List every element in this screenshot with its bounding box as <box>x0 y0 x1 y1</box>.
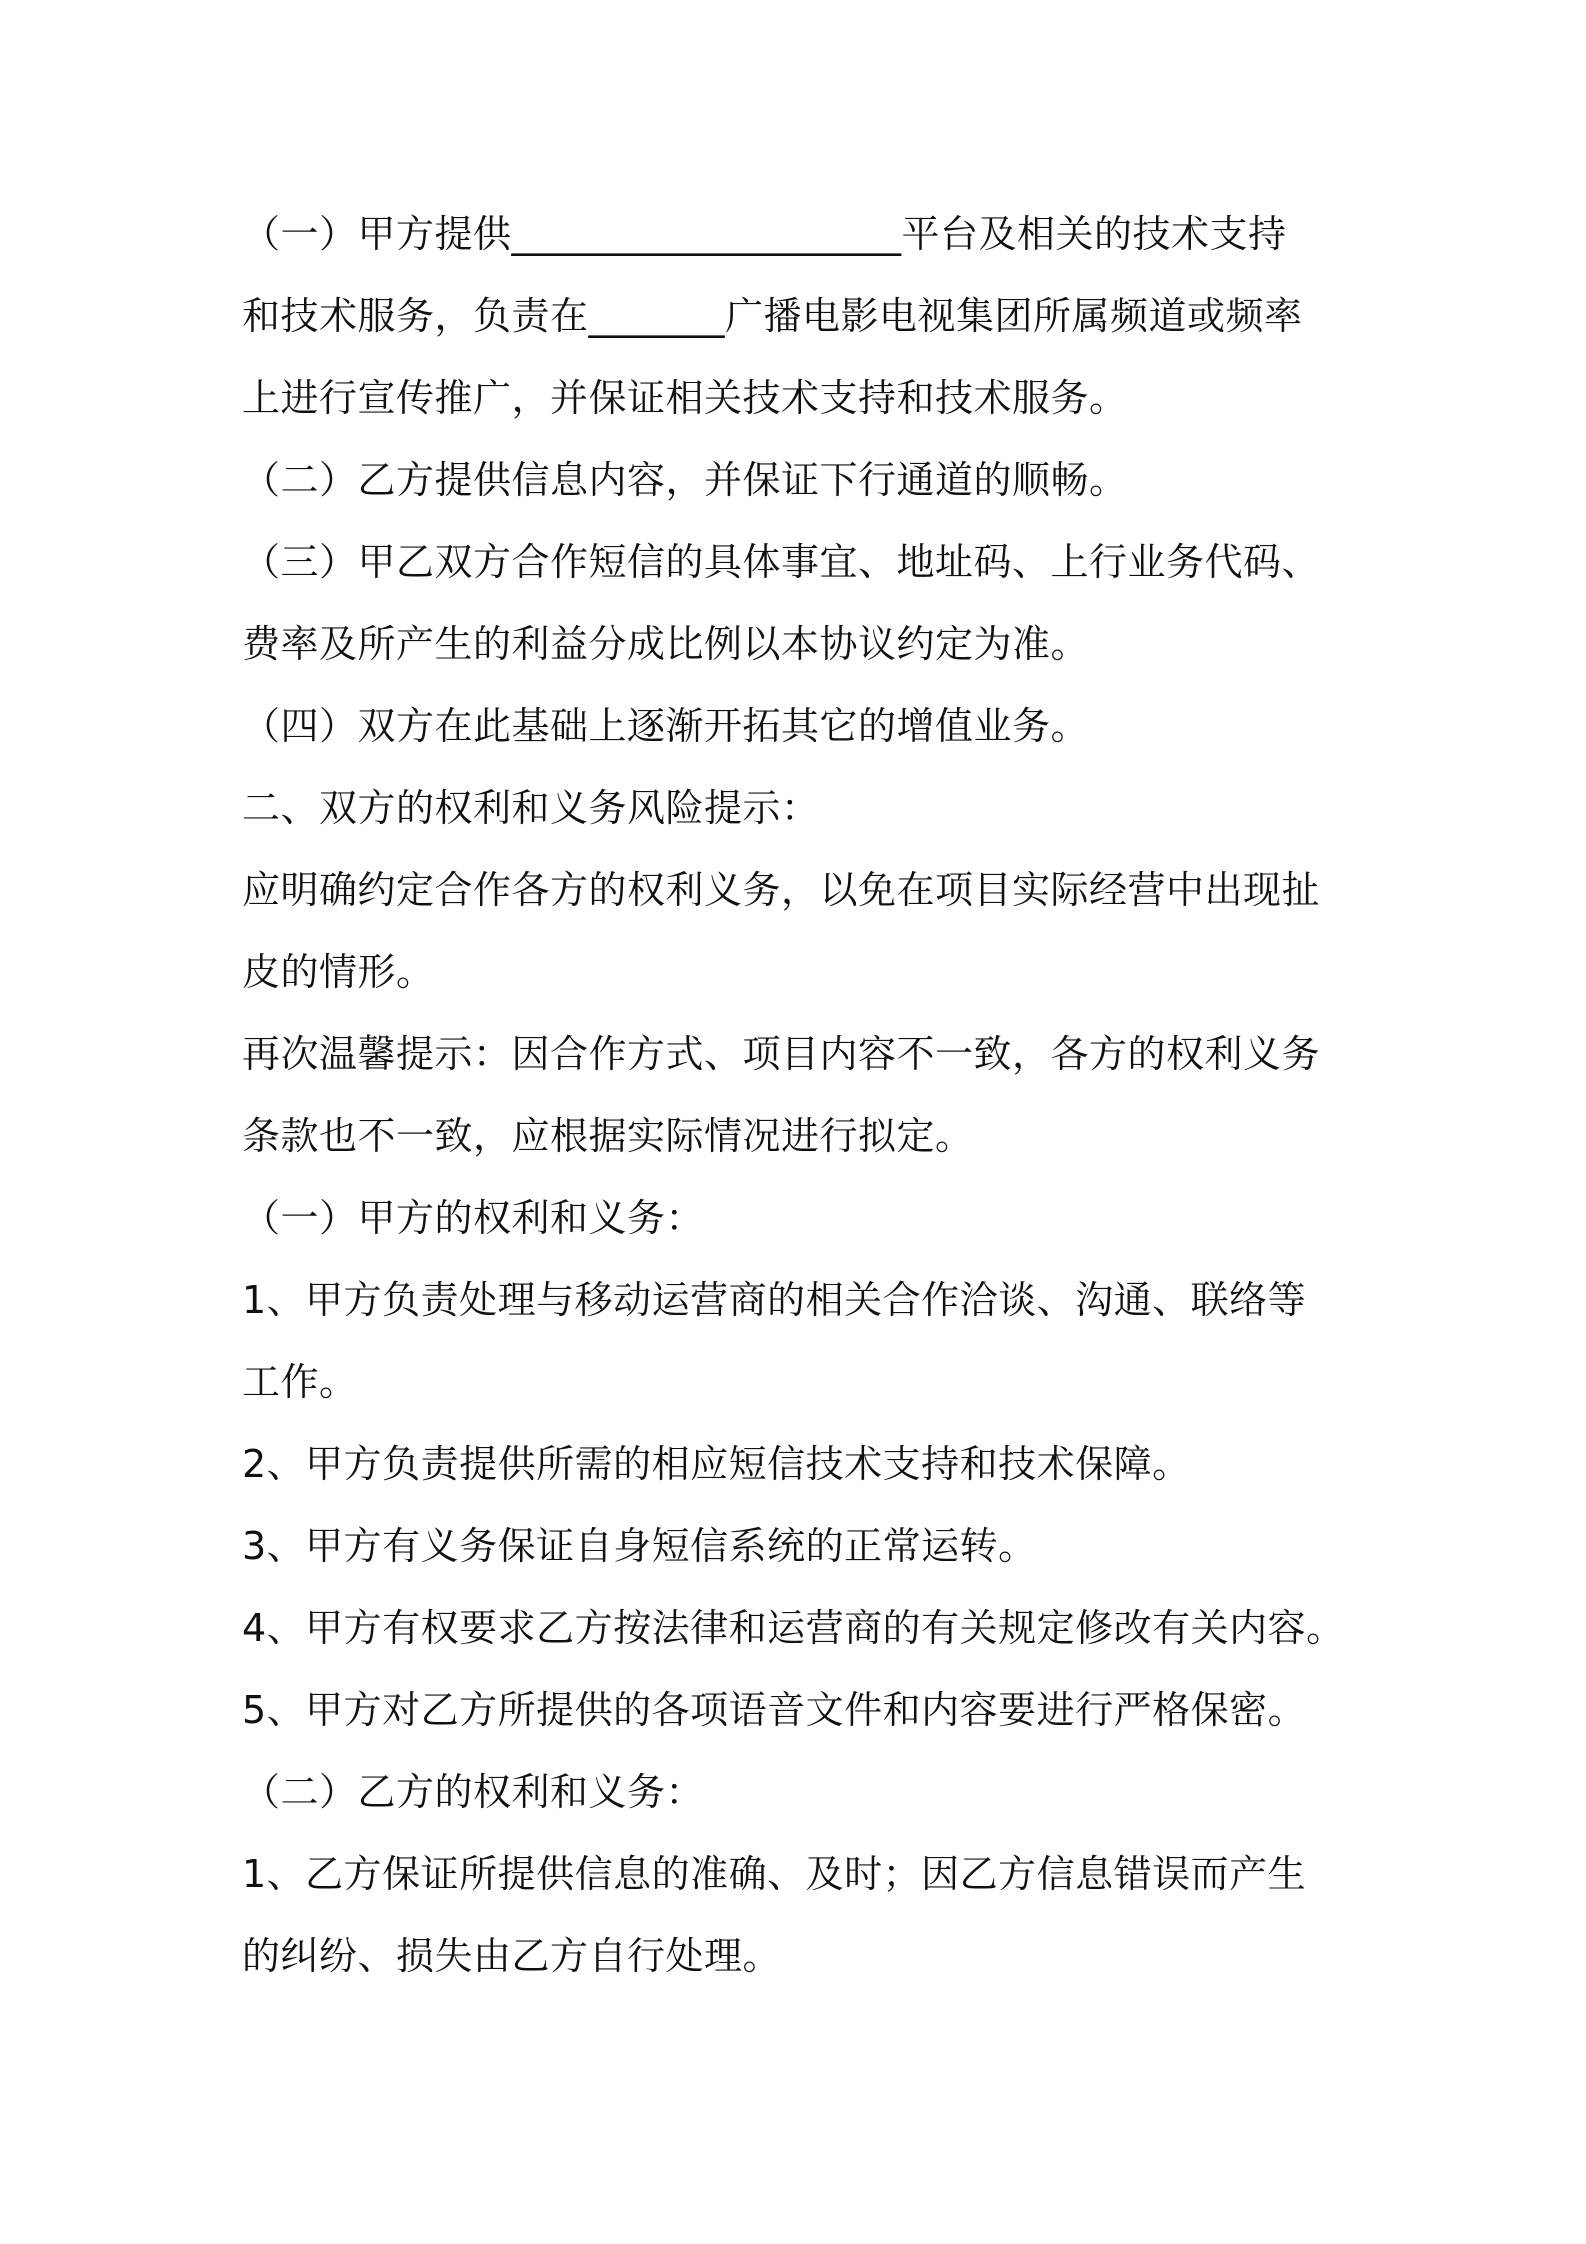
text-line: （三）甲乙双方合作短信的具体事宜、地址码、上行业务代码、 <box>242 540 1321 584</box>
text-line: 4、甲方有权要求乙方按法律和运营商的有关规定修改有关内容。 <box>242 1606 1345 1650</box>
text-line: 再次温馨提示：因合作方式、项目内容不一致，各方的权利义务 <box>242 1032 1321 1076</box>
text-line: 1、乙方保证所提供信息的准确、及时；因乙方信息错误而产生 <box>242 1852 1307 1896</box>
section-heading: 二、双方的权利和义务风险提示： <box>242 786 820 830</box>
text-line: 的纠纷、损失由乙方自行处理。 <box>242 1934 782 1978</box>
text-line: 2、甲方负责提供所需的相应短信技术支持和技术保障。 <box>242 1442 1191 1486</box>
text-line: 应明确约定合作各方的权利义务，以免在项目实际经营中出现扯 <box>242 868 1321 912</box>
text-line: 上进行宣传推广，并保证相关技术支持和技术服务。 <box>242 376 1128 420</box>
text-line: 工作。 <box>242 1360 358 1404</box>
text-line: 1、甲方负责处理与移动运营商的相关合作洽谈、沟通、联络等 <box>242 1278 1307 1322</box>
subsection-heading: （一）甲方的权利和义务： <box>242 1196 705 1240</box>
text-line: 条款也不一致，应根据实际情况进行拟定。 <box>242 1114 974 1158</box>
text-line: （二）乙方提供信息内容，并保证下行通道的顺畅。 <box>242 458 1128 502</box>
text-line: 费率及所产生的利益分成比例以本协议约定为准。 <box>242 622 1090 666</box>
subsection-heading: （二）乙方的权利和义务： <box>242 1770 705 1814</box>
text-line: （一）甲方提供____________________平台及相关的技术支持 <box>242 212 1287 256</box>
text-line: 和技术服务，负责在_______广播电影电视集团所属频道或频率 <box>242 294 1303 338</box>
text-line: 3、甲方有义务保证自身短信系统的正常运转。 <box>242 1524 1037 1568</box>
text-line: 5、甲方对乙方所提供的各项语音文件和内容要进行严格保密。 <box>242 1688 1307 1732</box>
text-line: （四）双方在此基础上逐渐开拓其它的增值业务。 <box>242 704 1090 748</box>
text-line: 皮的情形。 <box>242 950 435 994</box>
document-body <box>242 193 1392 1997</box>
